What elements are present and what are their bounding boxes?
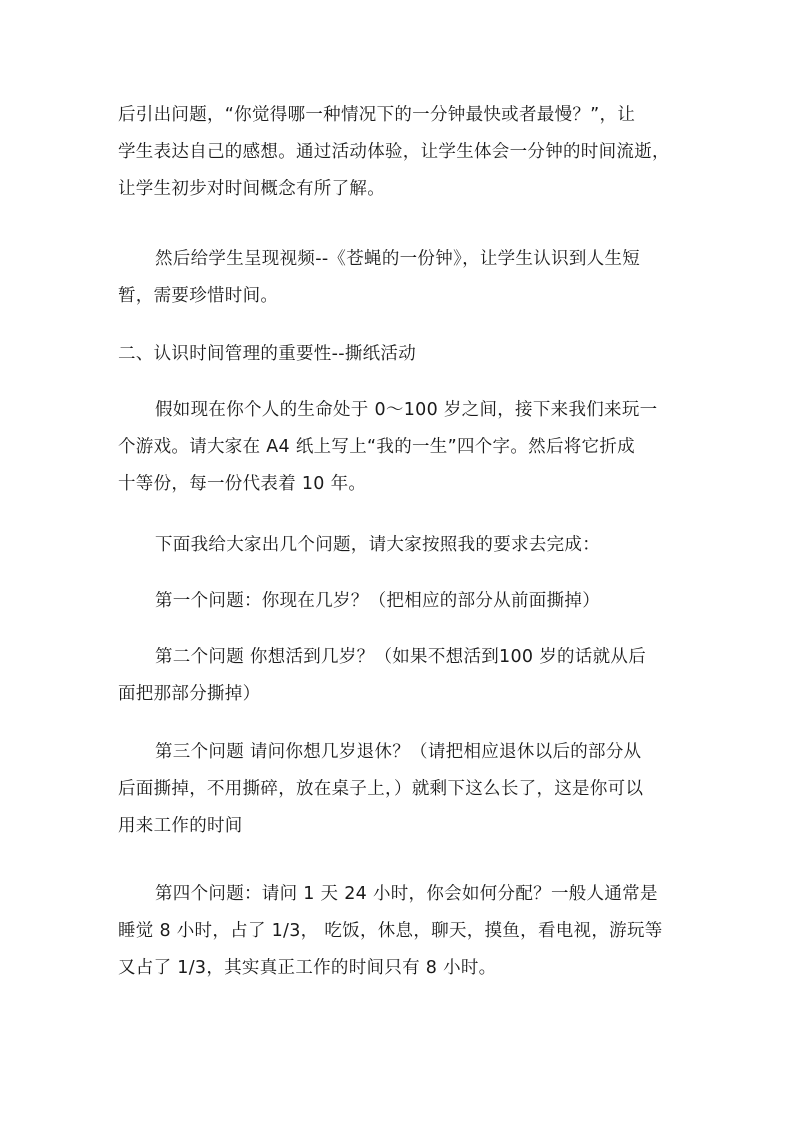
section-heading (118, 336, 680, 373)
text-line: 用来工作的时间 (118, 816, 243, 836)
text-line: 然后给学生呈现视频--《苍蝇的一份钟》，让学生认识到人生短 (155, 249, 641, 269)
text-line: 第一个问题：你现在几岁？（把相应的部分从前面撕掉） (155, 591, 600, 611)
question-4 (118, 876, 680, 987)
text-line: 又占了 1/3，其实真正工作的时间只有 8 小时。 (118, 958, 497, 978)
text-line: 学生表达自己的感想。通过活动体验，让学生体会一分钟的时间流逝， (118, 142, 670, 162)
text-line: 面把那部分撕掉） (118, 684, 261, 704)
text-line: 睡觉 8 小时，占了 1/3， 吃饭，休息，聊天，摸鱼，看电视，游玩等 (118, 921, 663, 941)
paragraph-video (118, 241, 680, 315)
text-line: 十等份，每一份代表着 10 年。 (118, 474, 367, 494)
text-line: 暂，需要珍惜时间。 (118, 286, 279, 306)
question-2 (118, 639, 680, 713)
text-line: 假如现在你个人的生命处于 0～100 岁之间，接下来我们来玩一 (155, 400, 658, 420)
text-line: 第二个问题 你想活到几岁？（如果不想活到100 岁的话就从后 (155, 647, 647, 667)
paragraph-activity-reflection (118, 97, 680, 208)
text-line: 第三个问题 请问你想几岁退休？（请把相应退休以后的部分从 (155, 742, 642, 762)
text-line: 第四个问题：请问 1 天 24 小时，你会如何分配？一般人通常是 (155, 884, 658, 904)
paragraph-instructions (118, 527, 680, 564)
text-line: 个游戏。请大家在 A4 纸上写上“我的一生”四个字。然后将它折成 (118, 437, 635, 457)
text-line: 下面我给大家出几个问题，请大家按照我的要求去完成： (155, 535, 600, 555)
text-line: 让学生初步对时间概念有所了解。 (118, 179, 385, 199)
question-1 (118, 583, 680, 620)
question-3 (118, 734, 680, 845)
text-line: 二、认识时间管理的重要性--撕纸活动 (118, 344, 417, 364)
paragraph-life-span (118, 392, 680, 503)
text-line: 后面撕掉，不用撕碎，放在桌子上，）就剩下这么长了，这是你可以 (118, 779, 644, 799)
text-line: 后引出问题，“你觉得哪一种情况下的一分钟最快或者最慢？”，让 (118, 105, 636, 125)
